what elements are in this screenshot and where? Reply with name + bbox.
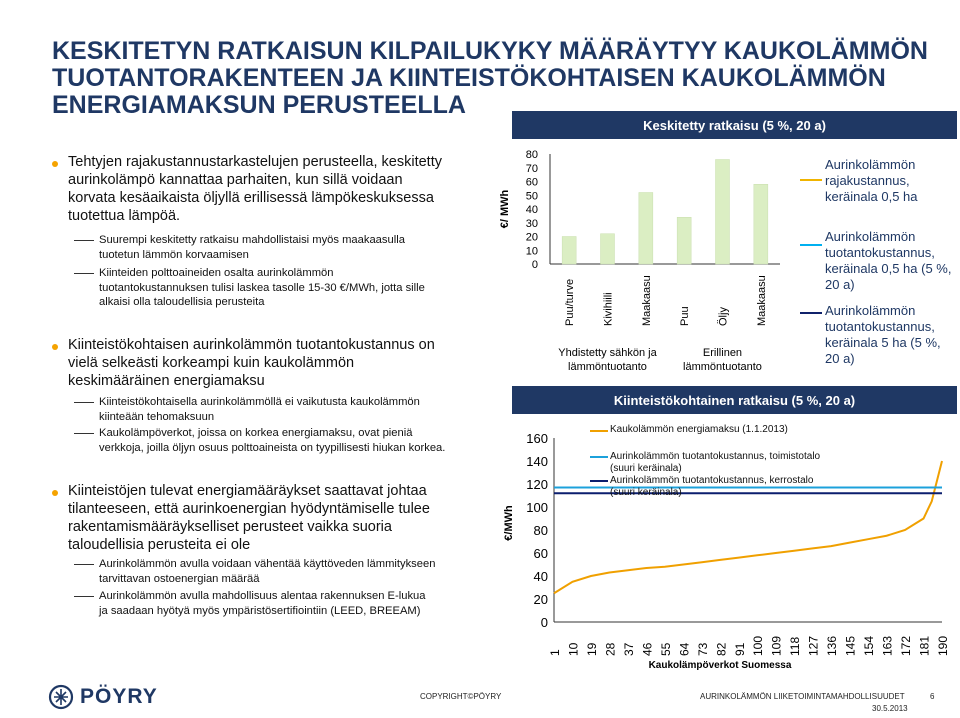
document-title: AURINKOLÄMMÖN LIIKETOIMINTAMAHDOLLISUUDET [700, 692, 905, 701]
y-tick-label: 50 [525, 190, 538, 203]
y-tick-label: 0 [540, 615, 548, 630]
group-label: Yhdistetty sähkön ja [558, 347, 657, 359]
sub-bullet-3-2: Aurinkolämmön avulla mahdollisuus alentaa rakennuksen E-lukua ja saadaan hyötyä myös ympäristösertifiointiin (LEED, BREEAM) [99, 590, 426, 617]
x-tick-label: 37 [621, 642, 636, 656]
sub-bullet-dash [74, 273, 94, 274]
legend1-marginal-cost: Aurinkolämmön rajakustannus, keräinala 0,5 ha [825, 157, 918, 204]
copyright: COPYRIGHT©PÖYRY [420, 692, 502, 701]
legend1-cost-05ha: Aurinkolämmön tuotantokustannus, keräinala 0,5 ha (5 %, 20 a) [825, 229, 952, 292]
y-tick-label: 20 [533, 592, 548, 607]
sub-bullet-2-1: Kiinteistökohtaisella aurinkolämmöllä ei vaikutusta kaukolämmön kiinteään tehomaksuun [99, 396, 420, 423]
x-tick-label: 136 [825, 635, 840, 656]
y-tick-label: 0 [531, 259, 538, 271]
y-tick-label: 30 [525, 217, 538, 230]
x-tick-label: 28 [603, 642, 618, 656]
chart2-legend [600, 424, 900, 504]
y-tick-label: 140 [526, 454, 548, 469]
legend2-apartment: Aurinkolämmön tuotantokustannus, kerrostalo (suuri keräinala) [610, 475, 814, 498]
sub-bullet-1-2: Kiinteiden polttoaineiden osalta aurinkolämmön tuotantokustannuksen tulisi laskea tasolle 15-30 €/MWh, jotta sille alkaisi olla taloudellisia perusteita [99, 267, 425, 308]
x-tick-label: 172 [899, 635, 914, 656]
legend1-cost-5ha: Aurinkolämmön tuotantokustannus, keräinala 5 ha (5 %, 20 a) [825, 303, 941, 366]
group-label: Erillinen [702, 347, 743, 359]
y-axis-label: €/MWh [503, 505, 515, 541]
bar [677, 217, 691, 264]
slide-title: KESKITETYN RATKAISUN KILPAILUKYKY MÄÄRÄYTYY KAUKOLÄMMÖN TUOTANTORAKENTEEN JA KIINTEISTÖKOHTAISEN KAUKOLÄMMÖN ENERGIAMAKSUN PERUSTEELLA [52, 37, 928, 119]
y-tick-label: 40 [525, 204, 538, 216]
x-axis-label: Kaukolämpöverkot Suomessa [648, 660, 792, 671]
bullet-dot [52, 490, 58, 496]
x-tick-label: 73 [695, 642, 710, 656]
x-tick-label: 100 [751, 635, 766, 656]
category-label: Puu [679, 306, 692, 326]
x-tick-label: 163 [880, 635, 895, 656]
x-tick-label: 91 [732, 642, 747, 656]
sub-bullet-2-2: Kaukolämpöverkot, joissa on korkea energiamaksu, ovat pieniä verkkoja, joilla öljyn osuus polttoaineista on tyypillisesti hiukan korkea. [99, 427, 446, 454]
chart2-title-banner: Kiinteistökohtainen ratkaisu (5 %, 20 a) [512, 386, 957, 414]
bar [601, 234, 615, 264]
x-tick-label: 127 [806, 635, 821, 656]
sub-bullet-dash [74, 240, 94, 241]
sub-bullet-dash [74, 402, 94, 403]
chart1-legend [798, 155, 958, 375]
bullet-3: Kiinteistöjen tulevat energiamääräykset saattavat johtaa tilanteeseen, että aurinkoenergian hyödyntämiselle tulee rakentamismääräykselliset perusteet vaikka suoria taloudellisia perusteita ei ole [68, 483, 430, 553]
x-tick-label: 181 [917, 635, 932, 656]
district-heating-cost-bar-chart [490, 140, 800, 385]
bar [716, 160, 730, 265]
y-tick-label: 60 [525, 176, 538, 189]
y-tick-label: 60 [533, 546, 548, 561]
category-label: Puu/turve [564, 278, 577, 326]
bar [754, 184, 768, 264]
y-tick-label: 40 [533, 569, 548, 584]
x-tick-label: 109 [769, 635, 784, 656]
group-label: lämmöntuotanto [568, 361, 647, 373]
y-axis-label: €/ MWh [499, 189, 511, 229]
chart1-title-banner: Keskitetty ratkaisu (5 %, 20 a) [512, 111, 957, 139]
sub-bullet-dash [74, 564, 94, 565]
category-label: Öljy [717, 307, 730, 326]
x-tick-label: 55 [658, 642, 673, 656]
x-tick-label: 1 [548, 649, 562, 656]
y-tick-label: 80 [533, 523, 548, 538]
legend2-energy-fee: Kaukolämmön energiamaksu (1.1.2013) [610, 424, 788, 435]
category-label: Kivihiili [602, 292, 615, 326]
bullet-2: Kiinteistökohtaisen aurinkolämmön tuotantokustannus on vielä selkeästi korkeampi kuin kaukolämmön keskimääräinen energiamaksu [68, 337, 435, 389]
bullet-1: Tehtyjen rajakustannustarkastelujen perusteella, keskitetty aurinkolämpö kannattaa parhaiten, kun sillä voidaan korvata kesäaikaista öljyllä erillisessä lämpökeskuksessa tuotettua lämpöä. [68, 154, 442, 224]
y-tick-label: 20 [525, 231, 538, 244]
bar [562, 237, 576, 265]
x-tick-label: 145 [843, 635, 858, 656]
bullet-dot [52, 344, 58, 350]
legend1-swatches [798, 155, 828, 375]
y-tick-label: 120 [526, 477, 548, 492]
x-tick-label: 10 [566, 642, 581, 656]
group-label: lämmöntuotanto [683, 361, 762, 373]
sub-bullet-dash [74, 433, 94, 434]
y-tick-label: 70 [525, 162, 538, 175]
x-tick-label: 46 [640, 642, 655, 656]
y-tick-label: 10 [525, 245, 538, 258]
x-tick-label: 190 [936, 635, 950, 656]
y-tick-label: 160 [526, 431, 548, 446]
x-tick-label: 154 [862, 635, 877, 656]
sub-bullet-3-1: Aurinkolämmön avulla voidaan vähentää käyttöveden lämmitykseen tarvittavan ostoenergian määrää [99, 558, 436, 585]
bar [639, 193, 653, 265]
sub-bullet-1-1: Suurempi keskitetty ratkaisu mahdollistaisi myös maakaasulla tuotetun lämmön korvaamisen [99, 234, 405, 261]
date: 30.5.2013 [872, 704, 908, 713]
logo-wordmark: PÖYRY [80, 685, 158, 708]
page-number: 6 [930, 692, 935, 701]
poyry-logo [48, 684, 178, 715]
sub-bullet-dash [74, 596, 94, 597]
category-label: Maakaasu [755, 275, 768, 326]
y-tick-label: 80 [525, 149, 538, 161]
category-label: Maakaasu [640, 275, 653, 326]
x-tick-label: 64 [677, 642, 692, 656]
bullet-dot [52, 161, 58, 167]
x-tick-label: 19 [584, 642, 599, 656]
x-tick-label: 82 [714, 642, 729, 656]
legend2-office: Aurinkolämmön tuotantokustannus, toimistotalo (suuri keräinala) [610, 451, 821, 474]
x-tick-label: 118 [788, 636, 803, 656]
y-tick-label: 100 [526, 500, 548, 515]
